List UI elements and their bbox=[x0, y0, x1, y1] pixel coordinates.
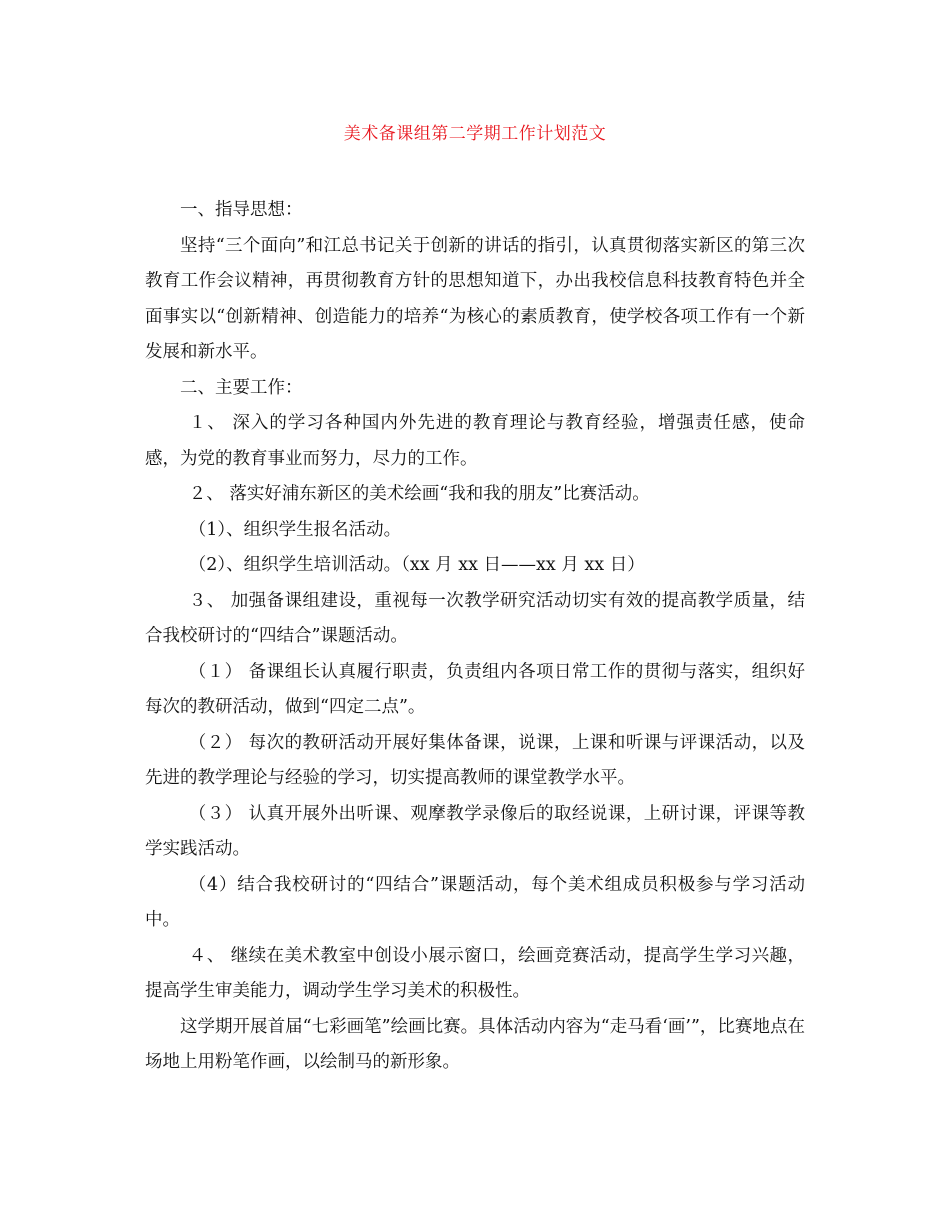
paragraph-guiding-ideology: 坚持“三个面向”和江总书记关于创新的讲话的指引，认真贯彻落实新区的第三次教育工作会议精神，再贯彻教育方针的思想知道下，办出我校信息科技教育特色并全面事实以“创新精神、创造能力的培养“为核心的素质教育，使学校各项工作有一个新发展和新水平。 bbox=[145, 235, 805, 362]
section-heading-guiding-ideology: 一、指导思想： bbox=[180, 200, 303, 220]
work-item-4: ４、 继续在美术教室中创设小展示窗口，绘画竞赛活动，提高学生学习兴趣，提高学生审美能力，调动学生学习美术的积极性。 bbox=[145, 945, 805, 1001]
work-item-2-sub-1: （1）、组织学生报名活动。 bbox=[188, 519, 402, 540]
work-item-3-sub-4: （4）结合我校研讨的“四结合”课题活动，每个美术组成员积极参与学习活动中。 bbox=[145, 874, 805, 930]
work-item-3: ３、 加强备课组建设，重视每一次教学研究活动切实有效的提高教学质量，结合我校研讨的“四结合”课题活动。 bbox=[145, 590, 805, 646]
paragraph-drawing-contest: 这学期开展首届“七彩画笔”绘画比赛。具体活动内容为“走马看‘画’”，比赛地点在场地上用粉笔作画，以绘制马的新形象。 bbox=[145, 1016, 805, 1072]
work-item-3-sub-2: （２） 每次的教研活动开展好集体备课，说课，上课和听课与评课活动，以及先进的教学理论与经验的学习，切实提高教师的课堂教学水平。 bbox=[145, 732, 805, 788]
document-body bbox=[145, 193, 805, 1081]
section-heading-main-work: 二、主要工作： bbox=[180, 377, 303, 398]
document-title: 美术备课组第二学期工作计划范文 bbox=[343, 124, 607, 144]
work-item-2-sub-2: （2）、组织学生培训活动。（xx 月 xx 日——xx 月 xx 日） bbox=[188, 555, 645, 575]
work-item-2: ２、 落实好浦东新区的美术绘画“我和我的朋友”比赛活动。 bbox=[188, 484, 650, 504]
work-item-3-sub-3: （３） 认真开展外出听课、观摩教学录像后的取经说课，上研讨课，评课等教学实践活动。 bbox=[145, 803, 805, 859]
work-item-1: １、 深入的学习各种国内外先进的教育理论与教育经验，增强责任感，使命感，为党的教育事业而努力，尽力的工作。 bbox=[145, 413, 805, 469]
work-item-3-sub-1: （１） 备课组长认真履行职责，负责组内各项日常工作的贯彻与落实，组织好每次的教研活动，做到“四定二点”。 bbox=[145, 661, 805, 717]
